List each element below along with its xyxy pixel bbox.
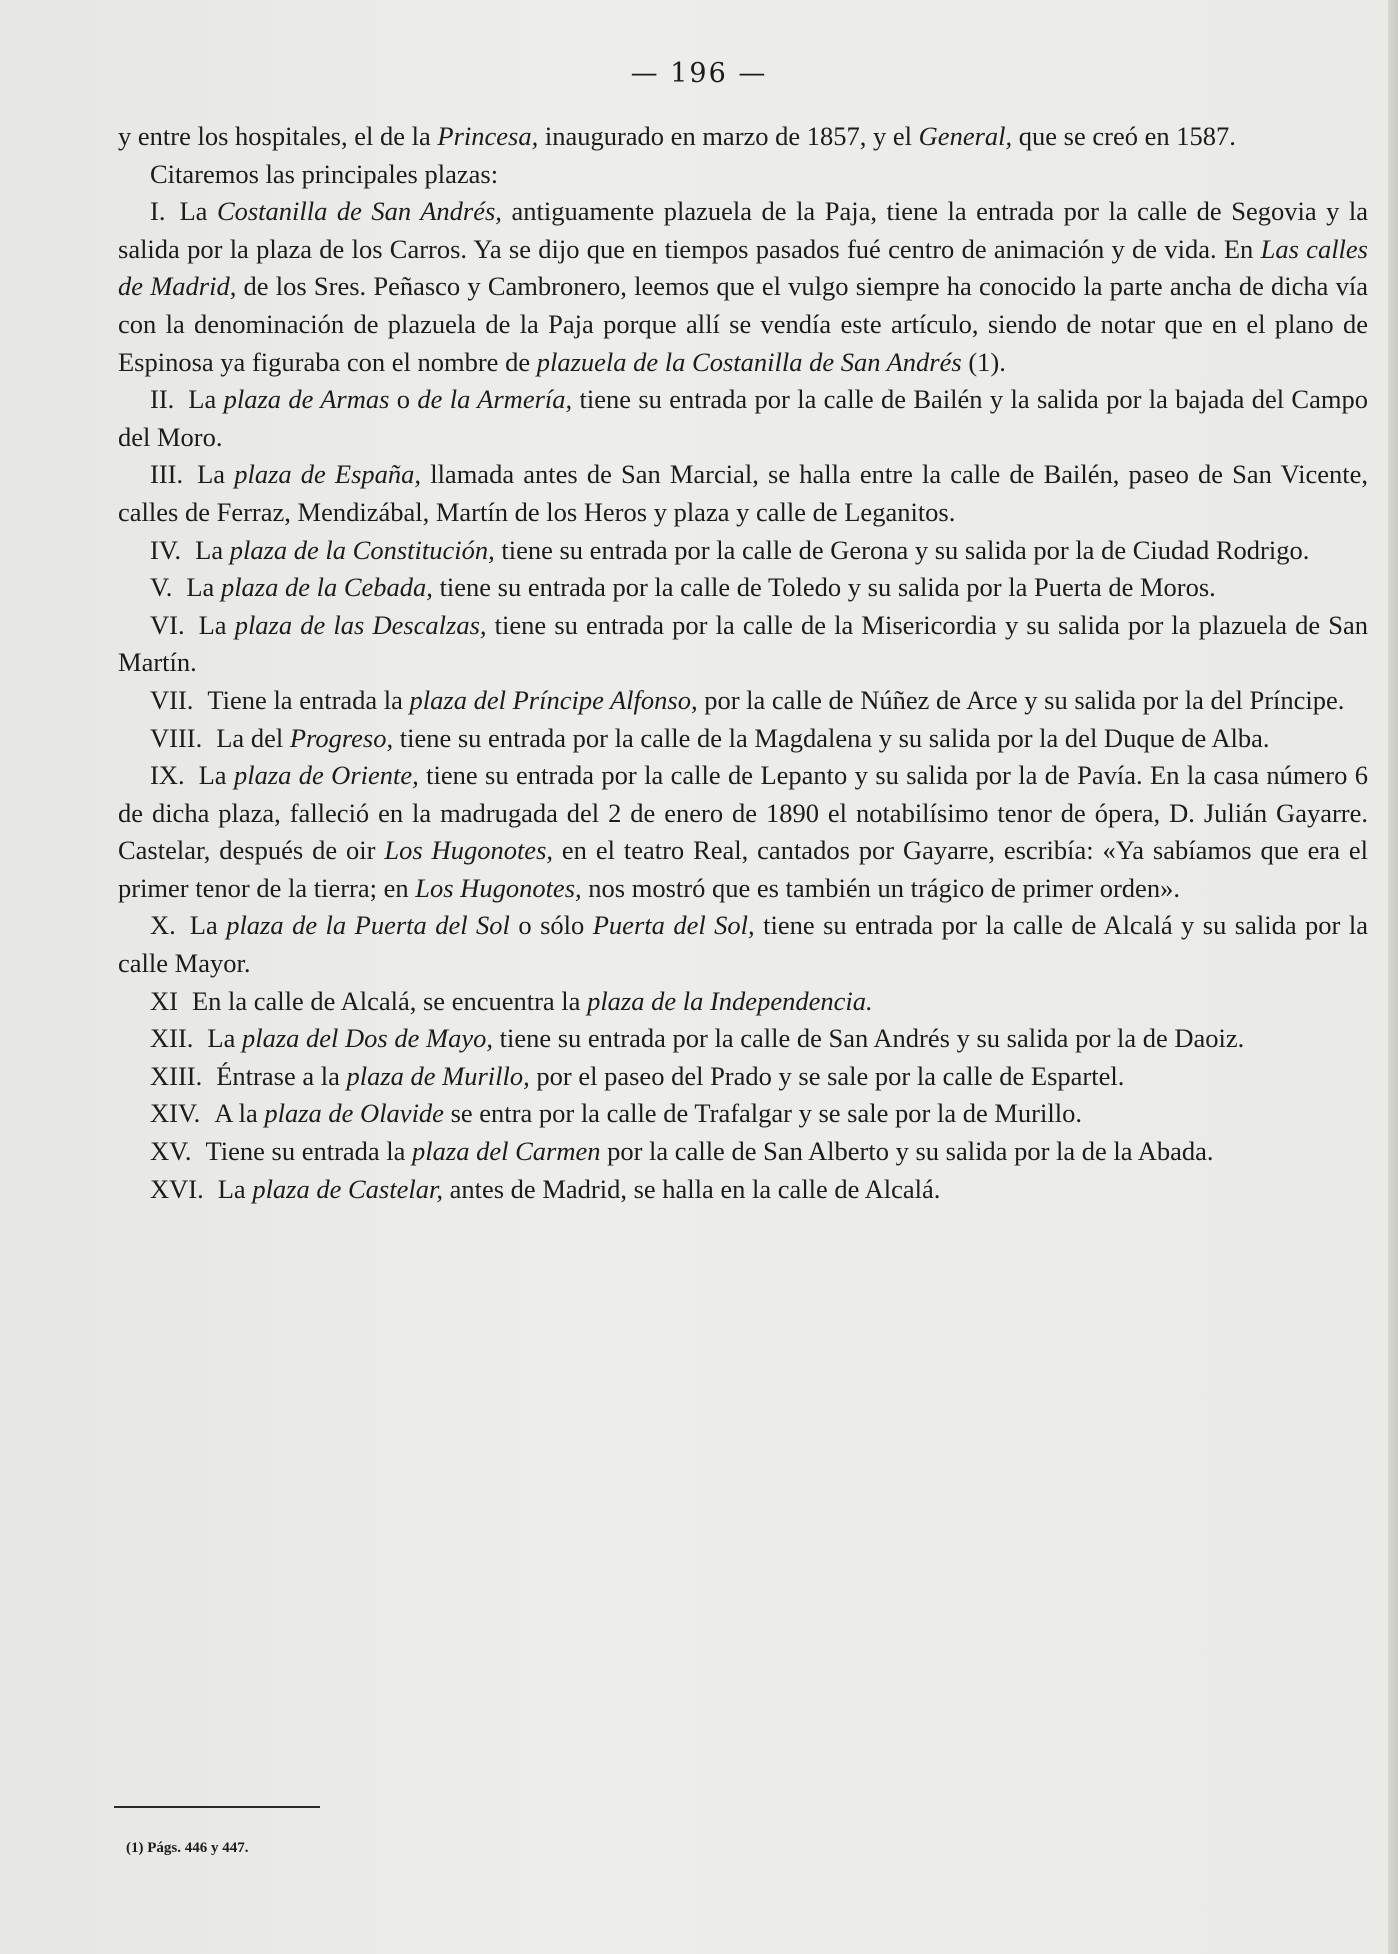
item-emphasis: plaza de España,: [234, 459, 422, 490]
item-number: XIII.: [150, 1060, 203, 1091]
item-emphasis: plaza de Murillo,: [346, 1060, 530, 1091]
plaza-item: [118, 1058, 1368, 1096]
item-text: tiene su entrada por la calle de Bailén y la salida por la bajada del Campo del Moro.: [118, 384, 1368, 452]
item-emphasis: plaza de la Constitución,: [229, 534, 495, 565]
item-text: Tiene la entrada la: [207, 684, 410, 715]
item-number: III.: [150, 459, 184, 490]
plaza-item: [118, 757, 1368, 907]
page-edge: [1388, 0, 1398, 1954]
plaza-item: [118, 381, 1368, 456]
item-number: VIII.: [150, 722, 203, 753]
item-text: En la calle de Alcalá, se encuentra la: [191, 985, 588, 1016]
item-text: La: [207, 1023, 242, 1054]
plaza-item: [118, 607, 1368, 682]
item-emphasis: Los Hugonotes,: [415, 872, 582, 903]
item-emphasis: Los Hugonotes,: [384, 835, 554, 866]
page-number: — 196 —: [630, 58, 768, 89]
item-text: La: [189, 910, 227, 941]
plaza-item: [118, 193, 1368, 381]
plaza-item: [118, 907, 1368, 982]
item-text: La del: [216, 722, 290, 753]
intro-paragraph: [118, 118, 1368, 156]
item-text: tiene su entrada por la calle de San Andrés y su salida por la de Daoiz.: [492, 1023, 1245, 1054]
intro-emphasis: Princesa,: [437, 121, 539, 151]
item-emphasis: plaza de Olavide: [264, 1098, 444, 1129]
item-emphasis: plaza del Dos de Mayo,: [242, 1023, 493, 1054]
item-text: La: [188, 384, 224, 415]
plaza-item: [118, 1133, 1368, 1171]
plaza-item: [118, 1171, 1368, 1209]
body-text: [118, 118, 1368, 1208]
item-number: V.: [150, 572, 173, 603]
item-emphasis: Puerta del Sol,: [592, 910, 755, 941]
plaza-item: [118, 983, 1368, 1021]
item-text: tiene su entrada por la calle de Gerona y su salida por la de Ciudad Rodrigo.: [494, 534, 1310, 565]
item-text: Éntrase a la: [216, 1060, 347, 1091]
intro-text: inaugurado en marzo de 1857, y el: [538, 121, 919, 151]
item-emphasis: Costanilla de San Andrés,: [216, 196, 502, 227]
item-emphasis: plaza de Oriente,: [233, 760, 419, 791]
item-text: La: [217, 1173, 253, 1204]
item-emphasis: de la Armería,: [417, 384, 573, 415]
item-text: nos mostró que es también un trágico de primer orden».: [581, 872, 1180, 903]
item-emphasis: plaza del Carmen: [412, 1136, 601, 1167]
item-number: VI.: [150, 609, 185, 640]
item-number: XVI.: [150, 1173, 204, 1204]
plaza-list: [118, 193, 1368, 1208]
plaza-item: [118, 1095, 1368, 1133]
plaza-item: [118, 1020, 1368, 1058]
plaza-item: [118, 569, 1368, 607]
item-text: A la: [214, 1098, 265, 1129]
item-text: La: [186, 572, 221, 603]
plaza-item: [118, 720, 1368, 758]
item-text: tiene su entrada por la calle de la Magdalena y su salida por la del Duque de Alba.: [393, 722, 1270, 753]
item-text: se entra por la calle de Trafalgar y se sale por la de Murillo.: [443, 1098, 1082, 1129]
item-text: en el teatro Real, cantados por Gayarre, escribía: «Ya sabíamos que era el primer tenor de la tierra; en: [118, 835, 1368, 903]
item-text: o sólo: [509, 910, 593, 941]
item-emphasis: plaza de Armas: [223, 384, 390, 415]
item-text: por el paseo del Prado y se sale por la calle de Espartel.: [529, 1060, 1125, 1091]
item-text: La: [197, 459, 235, 490]
item-number: IV.: [150, 534, 182, 565]
item-text: Tiene su entrada la: [205, 1136, 413, 1167]
item-emphasis: plaza de Castelar,: [252, 1173, 443, 1204]
item-text: tiene su entrada por la calle de la Misericordia y su salida por la plazuela de San Martín.: [118, 609, 1369, 678]
footnote: (1) Págs. 446 y 447.: [126, 1840, 249, 1856]
item-number: X.: [150, 910, 176, 941]
item-number: XIV.: [150, 1098, 201, 1129]
item-text: por la calle de San Alberto y su salida por la de la Abada.: [600, 1136, 1214, 1167]
item-emphasis: plaza de las Descalzas,: [234, 609, 487, 640]
item-text: antiguamente plazuela de la Paja, tiene la entrada por la calle de Segovia y la salida por la plaza de los Carros. Ya se dijo que en tiempos pasados fué centro de animación y de vida. En: [118, 196, 1369, 264]
item-number: XI: [150, 985, 178, 1016]
item-number: VII.: [150, 684, 194, 715]
item-text: llamada antes de San Marcial, se halla entre la calle de Bailén, paseo de San Vicente, calles de Ferraz, Mendizábal, Martín de los Heros y plaza y calle de Leganitos.: [118, 459, 1368, 527]
item-emphasis: plazuela de la Costanilla de San Andrés: [536, 346, 962, 377]
item-number: I.: [150, 196, 166, 227]
item-emphasis: plaza de la Independencia.: [587, 985, 873, 1016]
item-text: antes de Madrid, se halla en la calle de Alcalá.: [442, 1173, 941, 1204]
item-number: II.: [150, 384, 175, 415]
item-number: IX.: [150, 760, 185, 791]
item-text: tiene su entrada por la calle de Lepanto y su salida por la de Pavía. En la casa número 6 de dicha plaza, falleció en la madrugada del 2 de enero de 1890 el notabilísimo tenor de ópera, D. Julián Gayarre. Castelar, después de oir: [118, 760, 1369, 866]
item-text: tiene su entrada por la calle de Alcalá y su salida por la calle Mayor.: [118, 910, 1368, 979]
item-emphasis: Progreso,: [289, 722, 394, 753]
intro-text: que se creó en 1587.: [1012, 121, 1236, 151]
item-text: La: [198, 760, 234, 791]
item-emphasis: plaza del Príncipe Alfonso,: [409, 684, 698, 715]
item-emphasis: Las calles de Madrid,: [118, 233, 1368, 302]
item-text: tiene su entrada por la calle de Toledo y su salida por la Puerta de Moros.: [432, 572, 1216, 603]
item-text: de los Sres. Peñasco y Cambronero, leemos que el vulgo siempre ha conocido la parte ancha de dicha vía con la denominación de plazuela de la Paja porque allí se vendía este artículo, siendo de notar que en el plano de Espinosa ya figuraba con el nombre de: [118, 271, 1368, 377]
intro-text: y entre los hospitales, el de la: [118, 121, 438, 151]
item-number: XII.: [150, 1023, 194, 1054]
plaza-item: [118, 456, 1368, 531]
item-emphasis: plaza de la Puerta del Sol: [226, 910, 510, 941]
footnote-rule: [114, 1806, 320, 1808]
item-number: XV.: [150, 1136, 192, 1167]
item-text: La: [195, 534, 230, 565]
item-emphasis: plaza de la Cebada,: [220, 572, 433, 603]
plaza-item: [118, 532, 1368, 570]
item-text: La: [198, 609, 235, 640]
item-text: La: [179, 196, 217, 227]
plaza-item: [118, 682, 1368, 720]
item-text: (1).: [961, 346, 1006, 377]
item-text: o: [389, 384, 418, 415]
item-text: por la calle de Núñez de Arce y su salida por la del Príncipe.: [697, 684, 1345, 715]
lead-paragraph: Citaremos las principales plazas:: [150, 158, 499, 189]
intro-emphasis: General,: [918, 121, 1013, 151]
